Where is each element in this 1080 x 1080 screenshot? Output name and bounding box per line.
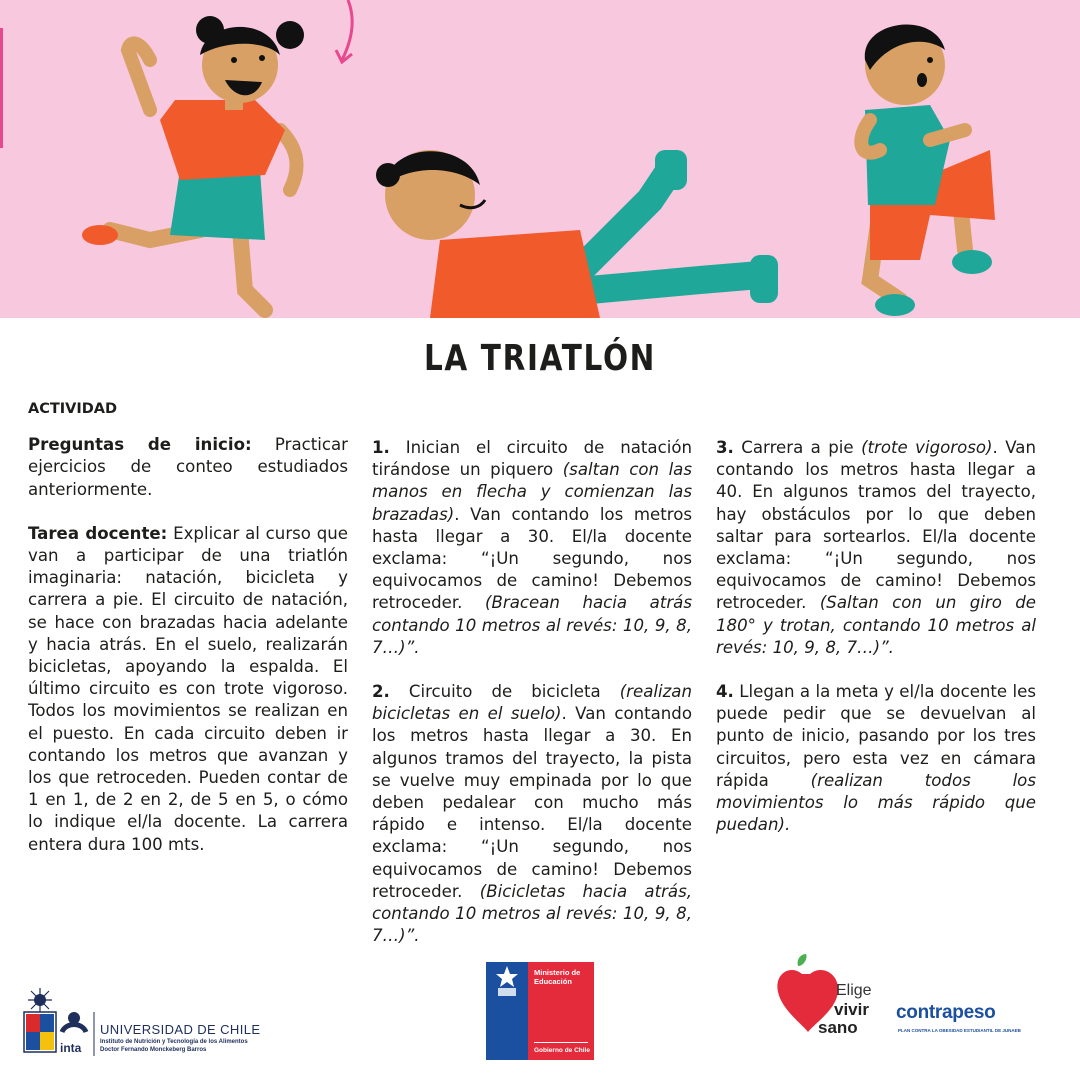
step-3-text-a: Carrera a pie — [733, 438, 862, 457]
step-1-paragraph — [372, 437, 692, 659]
chile-coat-of-arms-icon — [486, 962, 528, 1002]
start-questions-label: Preguntas de inicio: — [28, 435, 252, 455]
contrapeso-subtitle: PLAN CONTRA LA OBESIDAD ESTUDIANTIL DE JUNAEB — [898, 1028, 1021, 1033]
start-questions-text: Practicar ejercicios de conteo estudiados anteriormente. — [28, 435, 348, 499]
step-2-text-b: . Van contando los metros hasta llegar a 30. En algunos tramos del trayecto, la pista se vuelve muy empinada por lo que deben pedalear con mucho más rápido e intenso. El/la docente exclama: “¡Un segundo, nos equivocamos de camino! Debemos retroceder. — [372, 704, 692, 901]
uchile-name: UNIVERSIDAD DE CHILE — [100, 1022, 261, 1037]
step-2-paragraph — [372, 681, 692, 947]
sano-word: sano — [818, 1018, 858, 1037]
elige-word: Elige — [836, 982, 872, 999]
page-title: LA TRIATLÓN — [423, 338, 657, 379]
column-2 — [372, 437, 692, 969]
step-2-italic-b: (Bicicletas hacia atrás, contando 10 metros al revés: 10, 9, 8, 7…)”. — [372, 881, 692, 946]
mineduc-blue-panel — [486, 962, 528, 1060]
teacher-task-label: Tarea docente: — [28, 523, 168, 543]
step-1-text-a: Inician el circuito de natación tirándose un piquero — [372, 438, 692, 480]
footer-logos — [0, 940, 1080, 1080]
girl-jumping-figure — [82, 16, 304, 310]
teacher-task-text: Explicar al curso que van a participar de una triatlón imaginaria: natación, bicicleta y carrera a pie. El circuito de natación, se hace con brazadas hacia adelante y hacia atrás. En el suelo, realizarán bicicletas, apoyando la espalda. El último circuito es con trote vigoroso. Todos los movimientos se realizan en el puesto. En cada circuito deben ir contando los metros que avanzan y los que retroceden. Pueden contar de 1 en 1, de 2 en 2, de 5 en 5, o cómo lo indique el/la docente. La carrera entera dura 100 mts. — [28, 523, 348, 854]
boy-jogging-figure — [861, 25, 995, 316]
girl-bicycle-figure — [376, 150, 778, 318]
header-illustration — [0, 0, 1080, 318]
mineduc-name: Ministerio de Educación — [534, 968, 581, 986]
step-3-number: 3. — [716, 438, 734, 457]
uchile-subtitle-2: Doctor Fernando Monckeberg Barros — [100, 1047, 207, 1053]
children-exercising-illustration — [0, 0, 1080, 318]
step-4-text-a: Llegan a la meta y el/la docente les puede pedir que se devuelvan al punto de inicio, pasando por los tres circuitos, pero esta vez en cámara rápida — [716, 682, 1036, 790]
mineduc-divider — [534, 1042, 588, 1043]
step-4-italic-a: (realizan todos los movimientos lo más rápido que puedan). — [716, 770, 1036, 835]
star-emblem-icon — [28, 988, 52, 1012]
teacher-task-paragraph — [28, 523, 348, 856]
ministerio-educacion-logo — [486, 962, 594, 1060]
section-label: ACTIVIDAD — [28, 401, 118, 417]
gobierno-label: Gobierno de Chile — [534, 1047, 590, 1054]
step-1-number: 1. — [372, 438, 390, 457]
step-4-number: 4. — [716, 682, 734, 702]
step-1-text-b: . Van contando los metros hasta llegar a 30. El/la docente exclama: “¡Un segundo, nos equivocamos de camino! Debemos retroceder. — [372, 504, 692, 613]
step-4-paragraph — [716, 681, 1036, 836]
column-3 — [716, 437, 1036, 858]
inta-label: inta — [60, 1041, 82, 1055]
uchile-subtitle-1: Instituto de Nutrición y Tecnología de los Alimentos — [100, 1039, 248, 1045]
step-3-italic-b: (Saltan con un giro de 180° y trotan, contando 10 metros al revés: 10, 9, 8, 7…)”. — [716, 593, 1036, 657]
step-2-italic-a: (realizan bicicletas en el suelo) — [372, 682, 692, 724]
step-1-italic-b: (Bracean hacia atrás contando 10 metros al revés: 10, 9, 8, 7…)”. — [372, 593, 692, 657]
step-3-paragraph — [716, 437, 1036, 659]
vivir-word: vivir — [834, 1000, 869, 1019]
column-1 — [28, 398, 348, 878]
step-3-text-b: . Van contando los metros hasta llegar a 40. En algunos tramos del trayecto, hay obstáculos por lo que deben saltar para sortearlos. El/la docente exclama: “¡Un segundo, nos equivocamos de camino! Debemos retroceder. — [716, 438, 1036, 613]
contrapeso-logo: contrapeso — [896, 1002, 996, 1023]
start-questions-paragraph — [28, 434, 348, 501]
step-2-text-a: Circuito de bicicleta — [389, 682, 620, 702]
step-1-italic-a: (saltan con las manos en flecha y comienzan las brazadas) — [372, 460, 692, 524]
step-2-number: 2. — [372, 682, 390, 702]
step-3-italic-a: (trote vigoroso) — [861, 438, 993, 457]
